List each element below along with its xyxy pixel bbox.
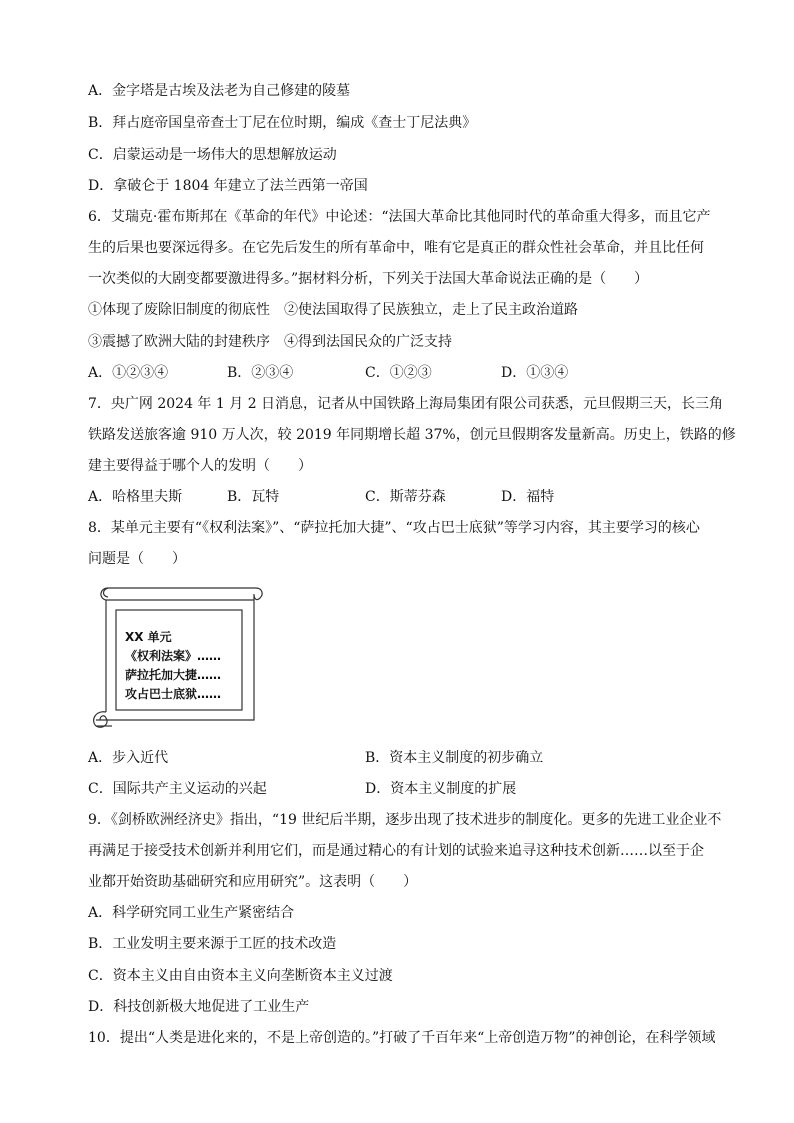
q8-stem-line-2: 问题是（ ） — [88, 551, 186, 567]
q8-option-c: C．国际共产主义运动的兴起 — [88, 781, 267, 797]
q6-item-line-1: ①体现了废除旧制度的彻底性 ②使法国取得了民族独立，走上了民主政治道路 — [88, 302, 578, 318]
q9-stem-line-3: 业都开始资助基础研究和应用研究”。这表明（ ） — [88, 874, 418, 890]
scroll-item-1: 《权利法案》…… — [125, 649, 222, 663]
q5-option-d: D．拿破仑于 1804 年建立了法兰西第一帝国 — [88, 178, 368, 194]
q6-option-a: A．①②③④ — [88, 365, 169, 381]
scroll-item-3: 攻占巴士底狱…… — [125, 687, 222, 701]
q7-option-a: A．哈格里夫斯 — [88, 489, 183, 505]
q6-stem-line-2: 生的后果也要深远得多。在它先后发生的所有革命中，唯有它是真正的群众性社会革命，并且比任何 — [88, 240, 704, 256]
q6-stem-line-3: 一次类似的大剧变都要激进得多。”据材料分析，下列关于法国大革命说法正确的是（ ） — [88, 271, 649, 287]
q5-option-c: C．启蒙运动是一场伟大的思想解放运动 — [88, 147, 337, 163]
q7-option-d: D．福特 — [501, 489, 555, 505]
q8-option-a: A．步入近代 — [88, 750, 169, 766]
q9-stem-line-1: 9．《剑桥欧洲经济史》指出，“19 世纪后半期，逐步出现了技术进步的制度化。更多的先进工业企业不 — [88, 812, 722, 828]
q6-item-line-2: ③震撼了欧洲大陆的封建秩序 ④得到法国民众的广泛支持 — [88, 334, 452, 350]
q7-stem-line-2: 铁路发送旅客逾 910 万人次，较 2019 年同期增长超 37%，创元旦假期客发量新高。历史上，铁路的修 — [88, 427, 736, 443]
q7-option-c: C．斯蒂芬森 — [365, 489, 446, 505]
q9-stem-line-2: 再满足于接受技术创新并利用它们，而是通过精心的有计划的试验来追寻这种技术创新……以至于企 — [88, 843, 704, 859]
q7-stem-line-1: 7．央广网 2024 年 1 月 2 日消息，记者从中国铁路上海局集团有限公司获悉，元旦假期三天，长三角 — [88, 396, 724, 412]
q6-stem-line-1: 6．艾瑞克·霍布斯邦在《革命的年代》中论述：“法国大革命比其他同时代的革命重大得多，而且它产 — [88, 209, 711, 225]
q6-option-d: D．①③④ — [501, 365, 569, 381]
q8-option-d: D．资本主义制度的扩展 — [365, 781, 517, 797]
q5-option-b: B．拜占庭帝国皇帝查士丁尼在位时期，编成《查士丁尼法典》 — [88, 115, 477, 131]
q9-option-c: C．资本主义由自由资本主义向垄断资本主义过渡 — [88, 968, 393, 984]
scroll-text — [125, 628, 221, 704]
q6-option-b: B．②③④ — [227, 365, 294, 381]
scroll-item-2: 萨拉托加大捷…… — [125, 668, 222, 682]
q5-option-a: A．金字塔是古埃及法老为自己修建的陵墓 — [88, 83, 351, 99]
q8-stem-line-1: 8．某单元主要有“《权利法案》”、“萨拉托加大捷”、“攻占巴士底狱”等学习内容，其主要学习的核心 — [88, 520, 700, 536]
scroll-unit-title: XX 单元 — [125, 630, 172, 644]
q7-stem-line-3: 建主要得益于哪个人的发明（ ） — [88, 458, 312, 474]
q9-option-a: A．科学研究同工业生产紧密结合 — [88, 905, 295, 921]
q10-stem-line-1: 10．提出“人类是进化来的，不是上帝创造的。”打破了千百年来“上帝创造万物”的神创论，在科学领域 — [88, 1030, 716, 1046]
q8-option-b: B．资本主义制度的初步确立 — [365, 750, 544, 766]
q9-option-d: D．科技创新极大地促进了工业生产 — [88, 999, 310, 1015]
q9-option-b: B．工业发明主要来源于工匠的技术改造 — [88, 936, 337, 952]
scroll-illustration — [88, 580, 268, 730]
q6-option-c: C．①②③ — [365, 365, 432, 381]
q7-option-b: B．瓦特 — [227, 489, 280, 505]
